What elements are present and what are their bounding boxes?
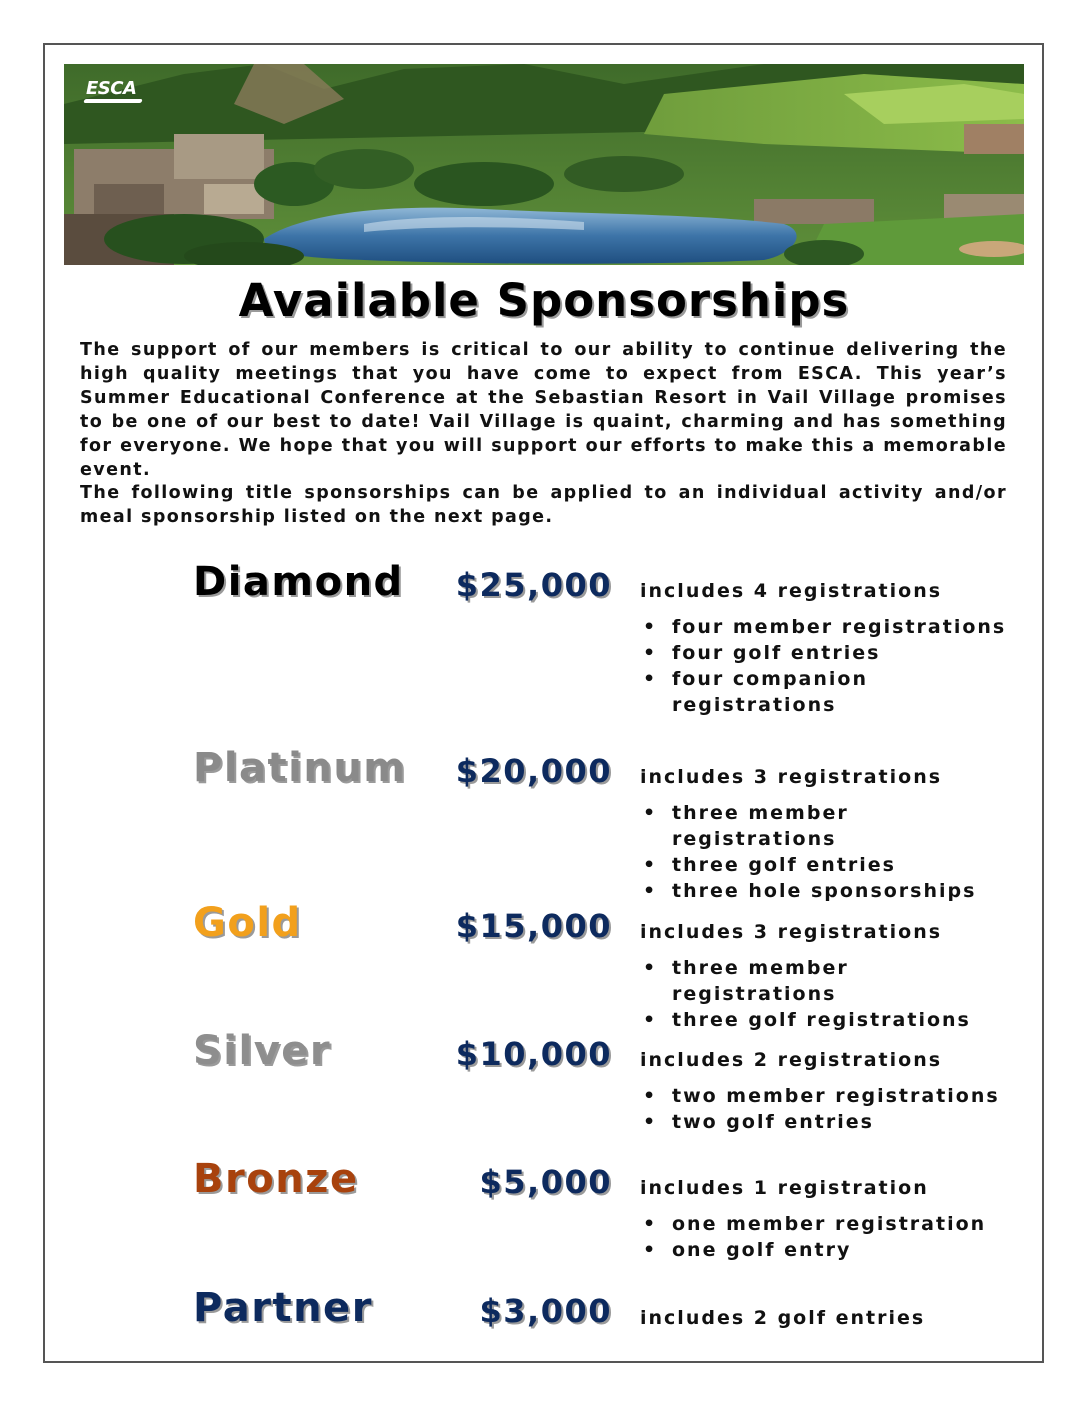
tier-includes-bronze: includes 1 registration	[640, 1177, 929, 1199]
tier-name-silver: Silver	[193, 1028, 332, 1074]
list-item: • three golf registrations	[643, 1009, 971, 1031]
list-item: • three member registrations	[643, 957, 849, 1005]
bullet-icon: •	[643, 957, 658, 979]
tier-benefits-gold	[640, 955, 1020, 1033]
sponsorship-note: The following title sponsorships can be applied to an individual activity and/or meal sponsorship listed on the next page.	[80, 483, 1007, 527]
tier-price-partner: $3,000	[479, 1292, 612, 1330]
list-item: • one member registration	[643, 1213, 987, 1235]
bullet-icon: •	[643, 1009, 658, 1031]
tier-includes-gold: includes 3 registrations	[640, 921, 943, 943]
tier-name-diamond: Diamond	[193, 559, 404, 605]
intro-paragraph: The support of our members is critical to our ability to continue delivering the high quality meetings that you have come to expect from ESCA. This year’s Summer Educational Conference at the Sebastian Resort in Vail Village promises to be one of our best to date! Vail Village is quaint, charming and has something for everyone. We hope that you will support our efforts to make this a memorable event.	[80, 340, 1007, 480]
tier-price-platinum: $20,000	[455, 752, 612, 790]
esca-logo-swoosh	[83, 99, 142, 103]
bullet-icon: •	[643, 854, 658, 876]
list-item: • three hole sponsorships	[643, 880, 977, 902]
tier-price-gold: $15,000	[455, 907, 612, 945]
esca-logo: ESCA	[86, 78, 137, 99]
bullet-icon: •	[643, 1213, 658, 1235]
tier-price-diamond: $25,000	[455, 566, 612, 604]
tier-name-platinum: Platinum	[193, 745, 407, 791]
list-item: • four golf entries	[643, 642, 881, 664]
tier-name-partner: Partner	[193, 1285, 373, 1331]
tier-benefits-platinum	[640, 800, 1020, 904]
tier-price-bronze: $5,000	[479, 1163, 612, 1201]
tier-benefits-diamond	[640, 614, 1020, 718]
tier-includes-silver: includes 2 registrations	[640, 1049, 943, 1071]
bullet-icon: •	[643, 642, 658, 664]
bullet-icon: •	[643, 802, 658, 824]
tier-name-bronze: Bronze	[193, 1156, 359, 1202]
list-item: • two golf entries	[643, 1111, 874, 1133]
tier-includes-diamond: includes 4 registrations	[640, 580, 943, 602]
list-item: • three golf entries	[643, 854, 896, 876]
list-item: • two member registrations	[643, 1085, 1000, 1107]
bullet-icon: •	[643, 1111, 658, 1133]
tier-includes-partner: includes 2 golf entries	[640, 1307, 926, 1329]
tier-includes-platinum: includes 3 registrations	[640, 766, 943, 788]
bullet-icon: •	[643, 880, 658, 902]
list-item: • three member registrations	[643, 802, 849, 850]
header-banner-image	[64, 64, 1024, 265]
bullet-icon: •	[643, 1085, 658, 1107]
tier-name-gold: Gold	[193, 900, 302, 946]
list-item: • four companion registrations	[643, 668, 868, 716]
tier-benefits-silver	[640, 1083, 1020, 1135]
list-item: • four member registrations	[643, 616, 1007, 638]
tier-benefits-bronze	[640, 1211, 1020, 1263]
page-title: Available Sponsorships	[238, 274, 850, 327]
bullet-icon: •	[643, 616, 658, 638]
tier-price-silver: $10,000	[455, 1035, 612, 1073]
bullet-icon: •	[643, 1239, 658, 1261]
list-item: • one golf entry	[643, 1239, 852, 1261]
bullet-icon: •	[643, 668, 658, 690]
